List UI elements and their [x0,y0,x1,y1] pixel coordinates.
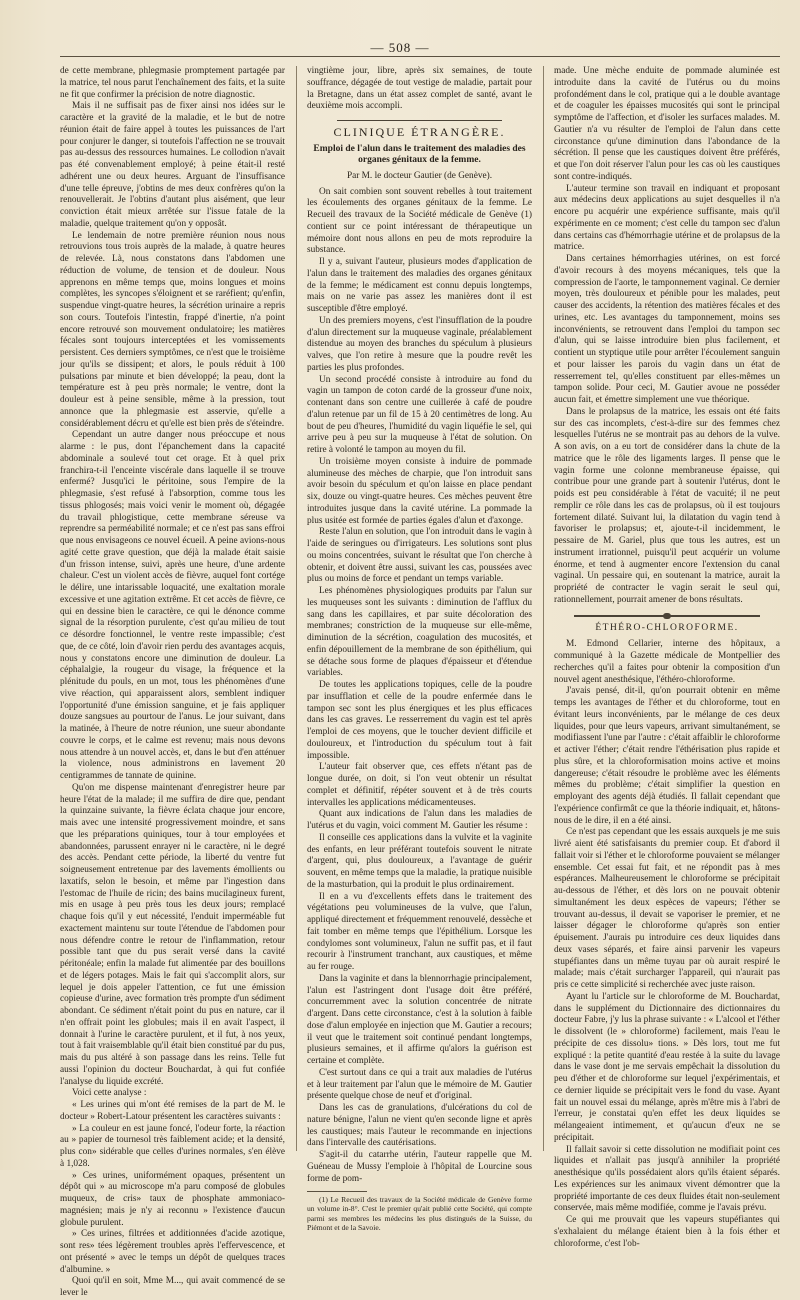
header-rule [60,56,780,57]
paragraph: Dans les cas de granulations, d'ulcérations du col de nature bénigne, l'alun ne vient qu'en seconde ligne et après les caustiques; mais l'auteur le recommande en injections dans l'intervalle des cautérisations. [307,1103,532,1149]
paragraph: Un troisième moyen consiste à induire de pommade alumineuse des mèches de charpie, que l'on introduit sans avoir besoin du spéculum et qu'on laisse en place pendant six, douze ou vingt-quatre heures. Ces mèches peuvent être introduites jusque dans la cavité utérine. La pommade la plus usitée est formée de parties égales d'alun et d'axonge. [307,456,532,526]
column-2 [307,66,532,1232]
paragraph: De toutes les applications topiques, celle de la poudre par insufflation et celle de la poudre enfermée dans le tampon sec sont les plus énergiques et les plus efficaces dans les cas graves. Le resserrement du vagin est tel après l'emploi de ces moyens, que le toucher devient difficile et douloureux, et l'introduction du spéculum tout à fait impossible. [307,680,532,761]
paragraph: M. Edmond Cellarier, interne des hôpitaux, a communiqué à la Gazette médicale de Montpellier des recherches qu'il a faites pour obtenir la composition d'un nouvel agent anesthésique, l'éthéro-chloroforme. [554,639,780,685]
paragraph: Mais il ne suffisait pas de fixer ainsi nos idées sur le caractère et la gravité de la maladie, et le but de notre réunion était de faire appel à toutes les puissances de l'art pour conjurer le danger, si toutefois l'affection ne se trouvait pas au-dessus des ressources humaines. Le collodion n'avait pas été convenablement employé; à peine était-il resté adhérent une ou deux heures. Arguant de l'insuffisance d'une telle épreuve, j'obtins de mes deux confrères qu'on la renouvellerait. Je l'obtins d'autant plus aisément, que leur conviction était mieux arrêtée sur l'issue fatale de la maladie, quelque traitement qu'on y opposât. [60,101,285,229]
paragraph: Voici cette analyse : [72,1088,147,1099]
paragraph: C'est surtout dans ce qui a trait aux maladies de l'utérus et à leur traitement par l'alun que le mémoire de M. Gautier présente quelque chose de neuf et d'original. [307,1067,532,1102]
paragraph: Quant aux indications de l'alun dans les maladies de l'utérus et du vagin, voici comment M. Gautier les résume : [307,809,532,831]
page-number: — 508 — [370,40,430,55]
paragraph: vingtième jour, libre, après six semaines, de toute souffrance, dégagée de tout vestige de maladie, partait pour la Bretagne, dans un état assez complet de santé, avant le deuxième mois accompli. [307,66,532,112]
paragraph: de cette membrane, phlegmasie promptement partagée par la matrice, tel nous parut l'enchaînement des faits, et la suite ne fit que confirmer la précision de notre diagnostic. [60,66,285,100]
paragraph: Cependant un autre danger nous préoccupe et nous alarme : le pus, dont l'épanchement dans la capacité abdominale a soulevé tout cet orage. Et à quel prix franchira-t-il l'enceinte viscérale dans laquelle il se trouve enfermé? Jusqu'ici le péritoine, sous l'empire de la phlegmasie, s'est refusé à l'absorption, comme tous les tissus phlogosés; mais voici venir le moment où, dégagée du travail phlogistique, cette membrane séreuse va reprendre sa perméabilité normale; et ce n'est pas sans effroi que nous envisageons ce nouvel écueil. A peine avions-nous agité cette grave question, que déjà la malade était saisie d'un frisson intense, suivi, après une heure, d'une ardente chaleur. C'est un violent accès de fièvre, auquel font cortége le délire, une intarissable loquacité, une exaltation morale excessive et une agitation extrême. Et cet accès de fièvre, ce qui en dessine bien le caractère, ce qui le dénonce comme signal de la résorption purulente, c'est qu'au milieu de tout ce désordre fonctionnel, le ventre reste impassible; c'est que, de ce côté, loin d'avoir rien perdu des avantages acquis, nous y constatons encore une diminution de douleur. La céphalalgie, la rougeur du visage, la fréquence et la plénitude du pouls, en un mot, tous les phénomènes d'une vive réaction, qui apparaissent alors, semblent indiquer l'opportunité d'une émission sanguine, et je fais appliquer douze sangsues au pourtour de l'anus. Le jour suivant, dans la matinée, à l'heure de notre réunion, une sueur abondante couvre le corps, et le calme est revenu; mais nous devons nous attendre à un nouvel accès, et, dans le but d'en atténuer la violence, nous administrons en lavement 20 centigrammes de tannate de quinine. [60,430,285,781]
paragraph: Qu'on me dispense maintenant d'enregistrer heure par heure l'état de la malade; il me suffira de dire que, pendant la quinzaine suivante, la fièvre éclata chaque jour encore, mais avec une intensité progressivement moindre, et sans que les préparations quiniques, tour à tour employées et abandonnées, parussent enrayer ni le caractère, ni le degré des accès. Pendant cette période, la liberté du ventre fut soigneusement entretenue par des lavements émollients ou laxatifs, selon le besoin, et même par l'ingestion dans l'estomac de l'huile de ricin; des bains mucilagineux furent, mis en usage à peu près tous les deux jours; remplacé chaque fois qu'il y eut nécessité, l'enduit imperméable fut exactement maintenu sur toute l'étendue de l'abdomen pour nous défendre contre le retour de l'inflammation, retour possible tant que du pus serait versé dans la cavité péritonéale; enfin la malade fut alimentée par des bouillons et de légers potages. Mais le fait qui s'accomplit alors, sur lequel je dois appeler l'attention, ce fut une émission copieuse d'urine, avec formation très prompte d'un sédiment abondant. Ce sédiment n'était point du pus en nature, car il n'en offrait point les globules; mais il en avait l'aspect, il donnait à l'urine le caractère purulent, et il fut, à nos yeux, tout à fait vraisemblable qu'il était bien constitué par du pus, mais du pus altéré à son passage dans les reins. Telle fut aussi l'opinion du docteur Bouchardat, à qui fut confiée l'analyse du liquide excrété. [60,782,285,1087]
quoted-paragraph: « Les urines qui m'ont été remises de la part de M. le docteur » Robert-Latour présentent les caractères suivants : [60,1100,285,1122]
quoted-paragraph: » La couleur en est jaune foncé, l'odeur forte, la réaction au » papier de tournesol très faiblement acide; et la densité, plus con» sidérable que celles d'urines normales, s'en élève à 1,028. [60,1123,285,1169]
paragraph: Ce qui me prouvait que les vapeurs stupéfiantes qui s'exhalaient du mélange étaient bien à la fois éther et chloroforme, c'est l'ob- [554,1215,780,1249]
paragraph: Un second procédé consiste à introduire au fond du vagin un tampon de coton cardé de la grosseur d'une noix, contenant dans son centre une cuillerée à café de poudre d'alun retenue par un fil de 15 à 20 centimètres de long. Au bout de peu d'heures, l'humidité du vagin liquéfie le sel, qui arrive peu à peu sur la muqueuse à l'état de solution. On retire à volonté le tampon au moyen du fil. [307,374,532,455]
paragraph: Il fallait savoir si cette dissolution ne modifiait point ces liquides et n'allait pas jusqu'à annihiler la propriété anesthésique qu'ils possédaient alors qu'ils étaient séparés. Les expériences sur les animaux vivent démontrer que la propriété importante de ces deux fluides était non-seulement conservée, mais même modifiée, comme je l'avais prévu. [554,1144,780,1214]
paragraph: Dans certaines hémorrhagies utérines, on est forcé d'avoir recours à des moyens mécaniques, tels que la compression de l'aorte, le tamponnement vaginal. Ce dernier moyen, très douloureux et pénible pour les malades, peut causer des accidents, la rétention des matières fécales et des urines, etc. Les avantages du tamponnement, moins ses inconvénients, se retrouvent dans l'emploi du tampon sec d'alun, qui se laisse introduire bien plus facilement, et contient un styptique utile pour arrêter l'écoulement sanguin et pour laisser les parois du vagin dans un état de resserrement tel, qu'elles constituent par elles-mêmes un tampon solide. Pour ceci, M. Gautier avoue ne posséder aucun fait, et émettre simplement une vue théorique. [554,254,780,405]
paragraph: made. Une mèche enduite de pommade aluminée est introduite dans la cavité de l'utérus ou du moins profondément dans le col, pratique qui a le double avantage et de coaguler les épaisses mucosités qui sont le principal symptôme de l'affection, et d'isoler les surfaces malades. M. Gautier n'a vu résulter de l'emploi de l'alun dans cette circonstance qu'une diminution dans l'abondance de la sécrétion. Il pense que les caustiques doivent être préférés, et que l'on doit réserver l'alun pour les cas où les caustiques sont contre-indiqués. [554,66,780,182]
quoted-paragraph: » Ces urines, uniformément opaques, présentent un dépôt qui » au microscope m'a paru composé de globules muqueux, de cris» taux de phosphate ammoniaco-magnésien; mais je n'y ai reconnu » l'existence d'aucun globule purulent. [60,1170,285,1228]
paragraph: Dans la vaginite et dans la blennorrhagie principalement, l'alun est l'astringent dont l'usage doit être préféré, concurremment avec la solution concentrée de nitrate d'argent. Dans cette circonstance, c'est à la solution à faible dose d'alun employée en injection que M. Gautier a recours; il veut que le traitement soit continué pendant longtemps, plusieurs semaines, et il affirme qu'alors la guérison est certaine et complète. [307,973,532,1066]
paragraph: S'agit-il du catarrhe utérin, l'auteur rappelle que M. Guéneau de Mussy l'emploie à l'hôpital de Lourcine sous forme de pom- [307,1150,532,1184]
paragraph: J'avais pensé, dit-il, qu'on pourrait obtenir en même temps les avantages de l'éther et du chloroforme, tout en évitant leurs inconvénients, par le mélange de ces deux liquides, pour que leurs vapeurs, arrivant simultanément, se modifiassent l'une par l'autre : c'était affaiblir le chloroforme et activer l'éther; c'était rendre l'éthérisation plus rapide et plus sûre, et la chloroformisation moins active et moins dangereuse; c'était résoudre le problème avec les éléments mêmes du problème; c'était simplifier la question en employant des agents déjà étudiés. Il fallait cependant que l'expérience confirmât ce que la théorie indiquait, et, hâtons-nous de le dire, il en a été ainsi. [554,686,780,826]
paragraph: Quoi qu'il en soit, Mme M..., qui avait commencé de se lever le [60,1276,285,1298]
paragraph: Ayant lu l'article sur le chloroforme de M. Bouchardat, dans le supplément du Dictionnaire des dictionnaires du docteur Fabre, j'y lus la phrase suivante : « L'alcool et l'éther le dissolvent (le » chloroforme) facilement, mais l'eau le précipite de ces dissolu» tions. » Dès lors, tout me fut expliqué : la petite quantité d'eau restée à la suite du lavage dans le vase dont je me servais empêchait la dissolution du peu d'éther et de chloroforme sur lequel j'expérimentais, et ce dernier liquide se précipitait vers le fond du vase. Ayant fait un nouvel essai du mélange, après m'être mis à l'abri de l'erreur, je constatai qu'en effet les deux liquides se mélangeaient intimement, et qu'aucun d'eux ne se précipitait. [554,991,780,1143]
paragraph: On sait combien sont souvent rebelles à tout traitement les écoulements des organes génitaux de la femme. Le Recueil des travaux de la Société médicale de Genève (1) contient sur ce point intéressant de thérapeutique un mémoire dont nous allons en peu de mots reproduire la substance. [307,186,532,256]
paragraph: Le lendemain de notre première réunion nous nous retrouvions tous trois auprès de la malade, à quatre heures de relevée. Là, nous constatons dans l'abdomen une réduction de volume, de tension et de douleur. Nous apprenons en même temps que, moins longues et moins complètes, les syncopes s'éloignent et se raréfient; qu'enfin, suspendue vingt-quatre heures, la sécrétion urinaire a repris son cours. Toutefois l'intestin, frappé d'inertie, n'a point encore retrouvé son mouvement ondulatoire; les matières fécales sont toujours interceptées et les vomissements persistent. Ces derniers symptômes, ce n'est que le troisième jour qu'ils se dissipent; et alors, le pouls réduit à 100 pulsations par minute et bien développé; la peau, dont la température est à peu près normale; le ventre, dont la douleur est à peine sensible, même à la pression, tout annonce que la phlegmasie est asservie, qu'elle a considérablement décru et qu'elle est bien près de s'éteindre. [60,230,285,429]
paragraph: Reste l'alun en solution, que l'on introduit dans le vagin à l'aide de seringues ou d'irrigateurs. Les solutions sont plus ou moins concentrées, suivant le résultat que l'on cherche à obtenir, et doivent être aussi, suivant les cas, poussées avec plus ou moins de force et pendant un temps variable. [307,527,532,585]
section-title: ÉTHÉRO-CHLOROFORME. [595,622,739,633]
paragraph: Les phénomènes physiologiques produits par l'alun sur les muqueuses sont les suivants : diminution de l'afflux du sang dans les capillaires, et par suite décoloration des membranes; constriction de la muqueuse sur elle-même, diminution de la sécrétion, coagulation des mucosités, et enfin dépouillement de la membrane de son épithélium, qui se détache sous forme de plaques d'épaisseur et d'étendue variables. [307,586,532,679]
paragraph: Un des premiers moyens, c'est l'insufflation de la poudre d'alun directement sur la muqueuse vaginale, préalablement distendue au moyen des branches du spéculum à plusieurs valves, que l'on retire à mesure que la poudre revêt les parties les plus profondes. [307,315,532,373]
quoted-paragraph: » Ces urines, filtrées et additionnées d'acide azotique, sont res» tées légèrement troubles après l'effervescence, et ont présenté » avec le temps un dépôt de quelques traces d'albumine. » [60,1229,285,1275]
section-rule [574,615,760,617]
paragraph: L'auteur termine son travail en indiquant et proposant aux médecins deux applications au sujet desquelles il n'a encore pu acquérir une expérience suffisante, mais qu'il expérimente en ce moment; c'est celle du tampon sec d'alun dans certains cas d'hémorrhagie utérine et de prolapsus de la matrice. [554,183,780,253]
byline: Par M. le docteur Gautier (de Genève). [346,170,493,181]
paragraph: Ce n'est pas cependant que les essais auxquels je me suis livré aient été satisfaisants du premier coup. Et d'abord il fallait voir si l'éther et le chloroforme pouvaient se mélanger ensemble. Cet essai fut fait, et ne répondit pas à mes espérances. Malheureusement le chloroforme se précipitait au-dessous de l'éther, et dès lors on ne pouvait obtenir simultanément les deux espèces de vapeurs; l'éther se trouvant au-dessus, il devait se vaporiser le premier, et ne laisser dégager le chloroforme qu'après son entier épuisement. J'aurais pu introduire ces deux liquides dans deux vases séparés, et faire ainsi parvenir les vapeurs stupéfiantes dans un même tuyau par où aurait respiré le malade; mais c'était surcharger l'appareil, qui n'aurait pas pris ce cette simplicité si recherchée avec juste raison. [554,827,780,990]
column-divider [296,66,297,1151]
paragraph: Il y a, suivant l'auteur, plusieurs modes d'application de l'alun dans le traitement des maladies des organes génitaux de la femme; le médicament est connu depuis longtemps, mais on ne varie pas assez les manières dont il est susceptible d'être employé. [307,257,532,314]
paragraph: Dans le prolapsus de la matrice, les essais ont été faits sur des cas incomplets, c'est-à-dire sur des femmes chez lesquelles l'utérus ne se montrait pas au dehors de la vulve. A son avis, on a eu tort de considérer dans la chute de la matrice que le rôle des ligaments larges. Il pense que le vagin forme une colonne membraneuse épaisse, qui contribue pour une grande part à soutenir l'utérus, dont le poids est peu considérable à l'état de vacuité; il ne peut remplir ce rôle dans les cas de prolapsus, où il est toujours fortement dilaté. Suivant lui, la dilatation du vagin tend à favoriser le prolapsus; et, ajoute-t-il incidemment, le pessaire de M. Gariel, plus que tous les autres, est un instrument irrationnel, puisqu'il peut acquérir un volume énorme, et tend à augmenter encore l'extension du canal vaginal. Un pessaire qui, en soutenant la matrice, aurait la propriété de contracter le vagin serait le seul qui, rationnellement, pourrait amener de bons résultats. [554,406,780,605]
footnote-rule [307,1191,367,1192]
section-subtitle: Emploi de l'alun dans le traitement des maladies des organes génitaux de la femme. [313,143,526,165]
column-1 [60,66,285,1298]
column-3 [554,66,780,1249]
section-rule [337,120,502,121]
ornament-icon [663,613,671,619]
paragraph: Il en a vu d'excellents effets dans le traitement des végétations peu volumineuses de la vulve, que l'alun, appliqué directement et fréquemment renouvelé, dessèche et fait tomber en même temps que l'épithélium. Lorsque les condylomes sont volumineux, l'alun ne suffit pas, et il faut recourir à l'instrument tranchant, aux caustiques, et même au fer rouge. [307,891,532,972]
section-title: CLINIQUE ÉTRANGÈRE. [333,125,506,139]
column-divider [543,66,544,1151]
paragraph: L'auteur fait observer que, ces effets n'étant pas de longue durée, on doit, si l'on veut obtenir un résultat complet et définitif, répéter souvent et à de très courts intervalles les applications médicamenteuses. [307,762,532,808]
footnote: (1) Le Recueil des travaux de la Société médicale de Genève forme un volume in-8°. C'est le premier qu'ait publié cette Société, qui compte parmi ses membres les médecins les plus distingués de la Suisse, du Piémont et de la Savoie. [307,1195,532,1232]
paragraph: Il conseille ces applications dans la vulvite et la vaginite des enfants, en leur préférant toutefois souvent le nitrate d'argent, qui, plus douloureux, a l'avantage de guérir souvent, en même temps que la maladie, la pratique nuisible de la masturbation, qui la produit le plus ordinairement. [307,832,532,890]
